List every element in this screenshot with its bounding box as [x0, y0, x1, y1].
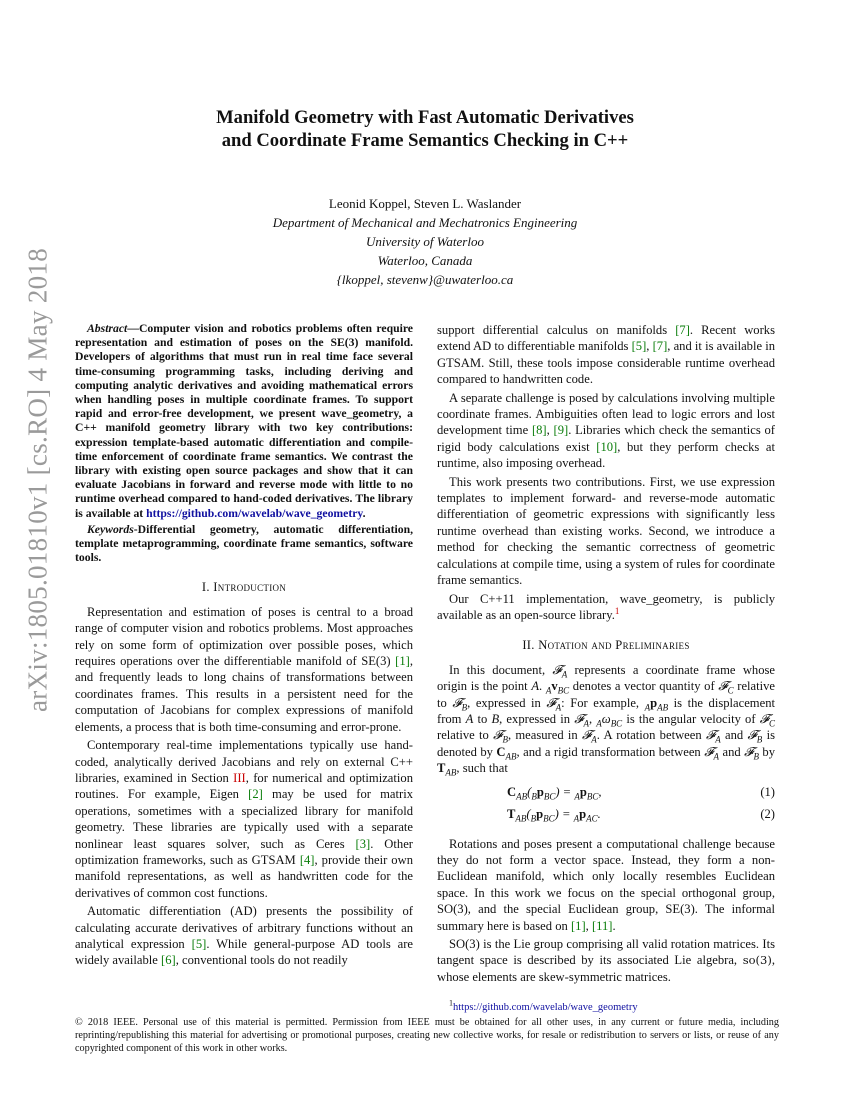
notation-paragraph-1: [437, 662, 775, 777]
section-heading-introduction: I. Introduction: [201, 580, 287, 595]
math: $C_{AB}$: [496, 744, 517, 762]
paper-title: [75, 106, 775, 152]
author-names: Leonid Koppel, Steven L. Waslander: [328, 196, 522, 211]
footnote-number: 1: [449, 998, 453, 1008]
section-link[interactable]: III: [233, 770, 246, 785]
notation-paragraph-2: [437, 836, 775, 934]
equation-2-math: $T_{AB}(_Bp_{BC}) = _Ap_{AC}$.: [507, 807, 601, 824]
math: 𝓕$_C$: [718, 679, 734, 696]
math: $T_{AB}$: [437, 761, 457, 778]
citation[interactable]: [8]: [531, 423, 547, 438]
math: B: [491, 711, 500, 726]
citation[interactable]: [1]: [395, 654, 410, 669]
equation-1-number: (1): [760, 785, 775, 800]
equation-1: [437, 782, 775, 804]
section-heading-notation: II. Notation and Preliminaries: [522, 638, 690, 653]
intro-paragraph-4: [437, 390, 775, 472]
math: 𝓕$_A$: [704, 744, 719, 762]
math: $_Ap_{AB}$: [644, 695, 669, 713]
keywords: [75, 523, 413, 566]
citation[interactable]: [7]: [675, 323, 690, 337]
location: Waterloo, Canada: [377, 253, 473, 268]
abstract-link[interactable]: https://github.com/wavelab/wave_geometry: [146, 506, 363, 520]
citation[interactable]: [4]: [299, 852, 315, 867]
department: Department of Mechanical and Mechatronics Engineering: [272, 215, 578, 230]
math: A: [531, 679, 540, 694]
text: by: [758, 744, 776, 759]
math: 𝓕$_B$: [747, 728, 763, 745]
footnote-marker[interactable]: 1: [614, 605, 620, 616]
intro-paragraph-5: This work presents two contributions. First, we use expression templates to implement forward- and reverse-mode automatic differentiation of geometric expressions with significantly less runtime overhead than existing works. Second, we introduce a method for checking the semantic correctness of geometric calculations at compile time, using a system of rules for coordinate frame semantics.: [437, 474, 775, 588]
equation-2: [437, 804, 775, 826]
text: is the angular velocity of: [622, 711, 760, 726]
left-column: [75, 322, 413, 971]
math: 𝓕$_C$: [759, 711, 776, 729]
text: , and it is available in GTSAM. Still, these tools impose considerable runtime overhead compared to handwritten code.: [437, 339, 776, 387]
math: A: [465, 711, 474, 726]
title-line-2: and Coordinate Frame Semantics Checking in C++: [221, 130, 629, 151]
text: .: [612, 918, 616, 933]
intro-paragraph-1: [75, 604, 413, 735]
text: Rotations and poses present a computational challenge because they do not form a vector space. Instead, they form a non-Euclidean manifold, which only locally resembles Euclidean space. In this work we focus on the special orthogonal group, SO(3), and the special Euclidean group, SE(3). The informal summary here is based on: [437, 836, 775, 933]
equation-block: [437, 782, 775, 826]
text: ,: [546, 423, 554, 438]
text: , measured in: [507, 728, 582, 743]
footnote-link[interactable]: https://github.com/wavelab/wave_geometry: [453, 1002, 638, 1014]
text: . Libraries which check the semantics of rigid body calculations exist: [437, 423, 775, 454]
notation-paragraph-3: [437, 936, 775, 985]
copyright-notice: © 2018 IEEE. Personal use of this material is permitted. Permission from IEEE must be obtained for all other uses, in any current or future media, including reprinting/republishing this material for advertising or promotional purposes, creating new collective works, for resale or redistribution to servers or lists, or reuse of any copyrighted component of this work in other works.: [75, 1017, 779, 1054]
text: . Recent works extend AD to differentiable manifolds: [437, 323, 775, 354]
text: Automatic differentiation (AD) presents the possibility of calculating accurate derivatives of arbitrary functions without an analytical expression: [75, 904, 413, 951]
intro-paragraph-2: [75, 737, 413, 901]
text: , such that: [456, 761, 508, 776]
text: .: [539, 679, 546, 694]
email: {lkoppel, stevenw}@uwaterloo.ca: [336, 272, 514, 287]
text: , expressed in: [499, 711, 575, 726]
intro-paragraph-6: [437, 591, 775, 624]
text: ,: [646, 339, 653, 354]
citation[interactable]: [6]: [161, 953, 176, 968]
text: relative to: [437, 728, 494, 743]
math: 𝓕$_B$: [493, 728, 508, 745]
text: ,: [588, 711, 597, 726]
text: : For example,: [561, 695, 645, 710]
text: SO(3) is the Lie group comprising all valid rotation matrices. Its tangent space is described by its associated Lie algebra,: [437, 937, 775, 968]
text: , and a rigid transformation between: [516, 744, 705, 759]
math: 𝓕$_A$: [546, 695, 562, 713]
abstract-text: Computer vision and robotics problems often require representation and estimation of poses on the SE(3) manifold. Developers of algorithms that must run in real time face several time-consuming programming tasks, including deriving and computing analytic derivatives and avoiding mathematical errors when handling poses in multiple coordinate frames. To support rapid and error-free development, we present wave_geometry, a C++ manifold geometry library with two key contributions: expression template-based automatic differentiation and compile-time enforcement of coordinate frame semantics. We contrast the library with existing open source packages and show that it can evaluate Jacobians in forward and reverse mode with little to no runtime overhead compared to hand-coded derivatives. The library is available at: [75, 322, 413, 520]
text: , but they perform checks at runtime, also imposing overhead.: [437, 439, 775, 471]
abstract-dash: —: [127, 322, 139, 335]
text: to: [473, 711, 492, 726]
abstract-end: .: [362, 506, 366, 520]
text: , provide their own manifold representations, as well as handwritten code for the derivatives of common cost functions.: [75, 852, 413, 900]
arxiv-stamp: arXiv:1805.01810v1 [cs.RO] 4 May 2018: [22, 247, 53, 713]
math: 𝓕$_A$: [574, 711, 589, 729]
math: 𝓕$_A$: [705, 728, 721, 745]
text: Contemporary real-time implementations typically use hand-coded, analytically derived Jacobians and rely on external C++ libraries, examined in Section: [75, 738, 413, 785]
text: and: [719, 744, 745, 759]
text: , whose elements are skew-symmetric matrices.: [437, 953, 775, 984]
citation[interactable]: [5]: [631, 339, 647, 354]
math: 𝓕$_A$: [582, 728, 597, 745]
citation[interactable]: [11]: [591, 918, 613, 933]
math: $_Av_{BC}$: [545, 679, 570, 696]
university: University of Waterloo: [366, 234, 484, 249]
citation[interactable]: [5]: [191, 936, 207, 951]
footnote: [437, 998, 775, 1014]
text: support differential calculus on manifolds: [437, 323, 676, 337]
math: 𝓕$_A$: [552, 662, 568, 680]
text: , expressed in: [467, 695, 547, 710]
text: represents a coordinate frame whose origin is the point: [437, 662, 775, 694]
text: , and frequently leads to long chains of transformations between coordinates frames. This results in a persistent need for the computation of Jacobians for complex expressions of manifold elements, a process that is both time-consuming and error-prone.: [75, 654, 413, 734]
right-column: [437, 322, 775, 1014]
text: relative to: [437, 679, 776, 710]
citation[interactable]: [1]: [570, 918, 586, 933]
math: 𝓕$_B$: [744, 744, 759, 762]
author-block: [75, 194, 775, 289]
text: is the displacement from: [437, 695, 775, 726]
citation[interactable]: [2]: [248, 787, 263, 802]
text: , conventional tools do not readily: [175, 953, 348, 968]
title-line-1: Manifold Geometry with Fast Automatic Derivatives: [216, 107, 634, 128]
citation[interactable]: [9]: [553, 423, 569, 438]
citation[interactable]: [3]: [355, 836, 371, 851]
math: 𝓕$_B$: [452, 695, 468, 713]
citation[interactable]: [7]: [652, 339, 668, 354]
citation[interactable]: [10]: [596, 439, 618, 454]
intro-paragraph-3: [75, 903, 413, 969]
text: and: [720, 728, 748, 743]
keywords-text: -Differential geometry, automatic differentiation, template metaprogramming, coordinate frame semantics, software tools.: [75, 522, 413, 565]
text: is denoted by: [437, 728, 775, 759]
keywords-label: Keywords: [87, 522, 134, 536]
text: In this document,: [449, 662, 553, 677]
intro-paragraph-3-continued: [437, 322, 775, 388]
text: . A rotation between: [596, 728, 706, 743]
math: $_A\omega_{BC}$: [596, 711, 623, 729]
lie-algebra-symbol: so(3): [742, 953, 772, 968]
text: Representation and estimation of poses is central to a broad range of computer vision and robotics problems. Most approaches rely on some form of optimization over possible poses, which requires operations over the differentiable manifold of SE(3): [75, 604, 413, 669]
equation-1-math: $C_{AB}(_Bp_{BC}) = _Ap_{BC}$,: [507, 785, 602, 802]
text: , for numerical and optimization routines. For example, Eigen: [75, 770, 413, 802]
text: A separate challenge is posed by calculations involving multiple coordinate frames. Ambiguities often lead to logic errors and lost development time: [437, 390, 775, 438]
text: may be used for matrix operations, sometimes with a specialized library for manifold geometry. These libraries are typically used with a separate nonlinear least squares solver, such as Ceres: [75, 787, 413, 851]
text: ,: [585, 918, 592, 933]
abstract-label: Abstract: [87, 322, 128, 335]
text: . Other optimization frameworks, such as GTSAM: [75, 836, 413, 867]
text: denotes a vector quantity of: [569, 679, 719, 694]
text: . While general-purpose AD tools are widely available: [75, 936, 414, 968]
abstract: [75, 322, 413, 521]
text: Our C++11 implementation, wave_geometry, is publicly available as an open-source library.: [437, 591, 775, 622]
equation-2-number: (2): [760, 807, 775, 822]
